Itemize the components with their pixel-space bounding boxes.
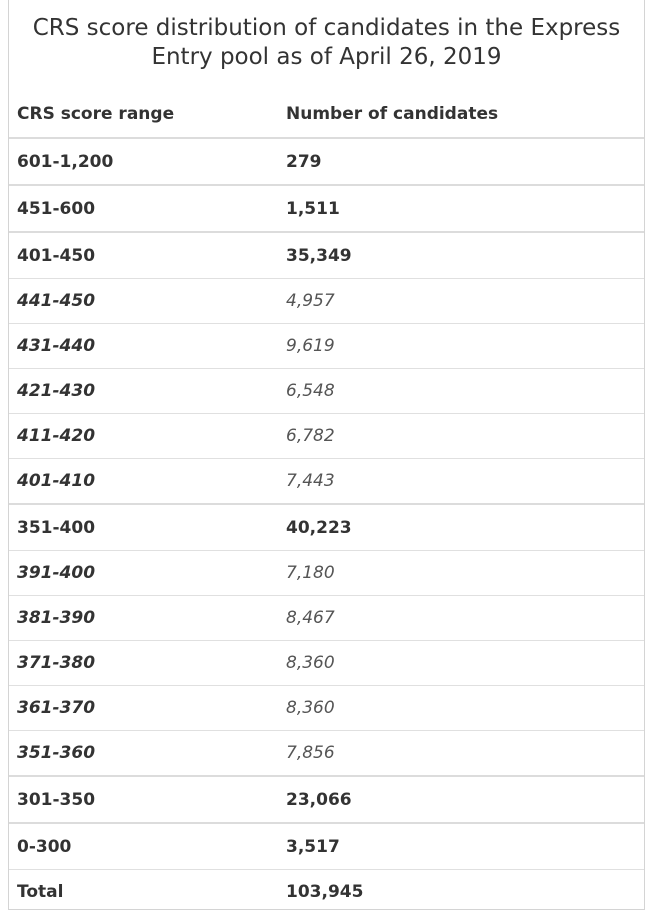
candidate-count-cell: 8,467 <box>278 596 644 641</box>
score-range-cell: 601-1,200 <box>17 151 114 172</box>
table-row <box>9 596 644 641</box>
candidate-count-cell: 8,360 <box>278 641 644 686</box>
table-row <box>9 414 644 459</box>
candidate-count-cell: 7,180 <box>278 551 644 596</box>
candidate-count-cell: 7,443 <box>278 459 644 505</box>
score-range-cell: 361-370 <box>9 686 278 731</box>
table-row <box>9 232 644 279</box>
table-row <box>9 459 644 505</box>
header-number-of-candidates: Number of candidates <box>278 90 644 138</box>
table-header-row <box>9 90 644 138</box>
candidate-count-cell: 6,782 <box>278 414 644 459</box>
table-row <box>9 776 644 823</box>
score-range-cell: 451-600 <box>9 185 278 232</box>
candidate-count-cell: 1,511 <box>278 185 644 232</box>
candidate-count-cell: 4,957 <box>278 279 644 324</box>
score-range-cell: 441-450 <box>9 279 278 324</box>
table-row <box>9 279 644 324</box>
table-row <box>9 686 644 731</box>
score-range-cell: 381-390 <box>9 596 278 641</box>
crs-table-container <box>8 0 645 910</box>
candidate-count-cell: 103,945 <box>278 870 644 915</box>
score-range-cell: 411-420 <box>9 414 278 459</box>
score-range-cell: 301-350 <box>9 776 278 823</box>
score-range-cell: 401-410 <box>9 459 278 505</box>
score-range-cell: 421-430 <box>9 369 278 414</box>
score-range-cell: 391-400 <box>9 551 278 596</box>
candidate-count-cell: 9,619 <box>278 324 644 369</box>
crs-distribution-table <box>9 90 644 914</box>
candidate-count-cell: 40,223 <box>278 504 644 551</box>
score-range-cell: 401-450 <box>9 232 278 279</box>
score-range-cell: 351-360 <box>9 731 278 777</box>
table-row <box>9 823 644 870</box>
table-row <box>9 641 644 686</box>
table-row <box>9 138 644 185</box>
candidate-count-cell: 8,360 <box>278 686 644 731</box>
candidate-count-cell: 23,066 <box>278 776 644 823</box>
table-title: CRS score distribution of candidates in the Express Entry pool as of April 26, 2019 <box>32 15 621 70</box>
table-row <box>9 185 644 232</box>
score-range-cell: 431-440 <box>9 324 278 369</box>
candidate-count-cell: 35,349 <box>278 232 644 279</box>
table-row <box>9 324 644 369</box>
table-row <box>9 551 644 596</box>
table-row <box>9 504 644 551</box>
score-range-cell: 0-300 <box>9 823 278 870</box>
score-range-cell: Total <box>9 870 278 915</box>
table-body <box>9 138 644 914</box>
candidate-count-cell: 7,856 <box>278 731 644 777</box>
table-row <box>9 870 644 915</box>
score-range-cell: 371-380 <box>9 641 278 686</box>
candidate-count-cell: 279 <box>286 151 322 172</box>
table-row <box>9 731 644 777</box>
candidate-count-cell: 3,517 <box>278 823 644 870</box>
candidate-count-cell: 6,548 <box>278 369 644 414</box>
header-crs-score-range: CRS score range <box>9 90 278 138</box>
score-range-cell: 351-400 <box>9 504 278 551</box>
table-row <box>9 369 644 414</box>
